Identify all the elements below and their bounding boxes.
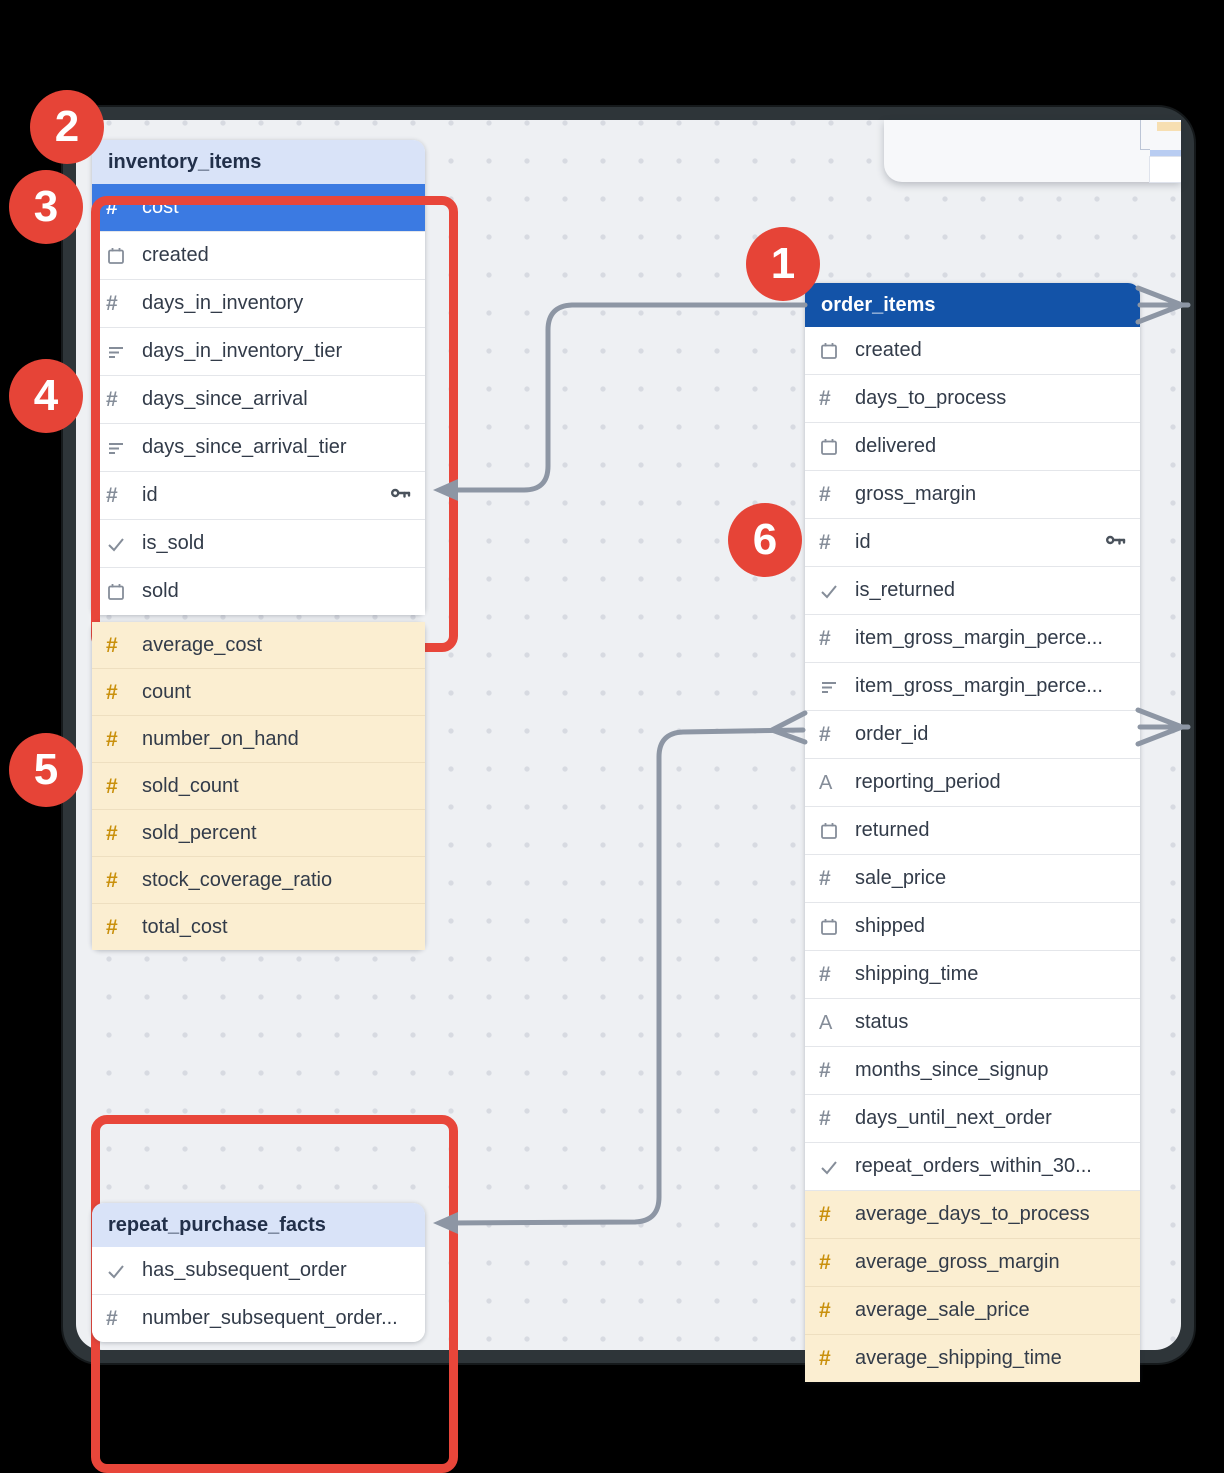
number-icon: # bbox=[819, 1059, 831, 1082]
field-label: returned bbox=[855, 819, 930, 841]
number-icon: # bbox=[106, 388, 118, 411]
table-order-items bbox=[805, 283, 1140, 1382]
field-label: average_days_to_process bbox=[855, 1203, 1090, 1225]
key-icon bbox=[1105, 530, 1127, 556]
callout-badge-6: 6 bbox=[728, 503, 802, 577]
table-inventory-items bbox=[92, 140, 425, 615]
check-icon bbox=[106, 534, 132, 554]
field-number_subsequent_order[interactable] bbox=[92, 1294, 425, 1342]
field-sold_percent[interactable] bbox=[92, 809, 425, 856]
field-label: number_subsequent_order... bbox=[142, 1307, 398, 1329]
field-label: item_gross_margin_perce... bbox=[855, 627, 1103, 649]
field-shipping_time[interactable] bbox=[805, 950, 1140, 998]
crowsfoot-order-header-right bbox=[1138, 288, 1182, 322]
field-label: days_to_process bbox=[855, 387, 1007, 409]
diagram-canvas[interactable] bbox=[76, 120, 1181, 1370]
field-delivered[interactable] bbox=[805, 422, 1140, 470]
field-created[interactable] bbox=[805, 327, 1140, 374]
field-label: gross_margin bbox=[855, 483, 977, 505]
number-icon: # bbox=[819, 387, 831, 410]
table-repeat-purchase-facts bbox=[92, 1203, 425, 1342]
number-icon: # bbox=[819, 483, 831, 506]
number-icon: # bbox=[106, 484, 118, 507]
minimap-connector-line bbox=[1140, 120, 1141, 149]
number-icon: # bbox=[106, 292, 118, 315]
number-icon: # bbox=[106, 727, 118, 751]
field-gross_margin[interactable] bbox=[805, 470, 1140, 518]
field-label: delivered bbox=[855, 435, 937, 457]
minimap-panel[interactable] bbox=[884, 120, 1181, 182]
check-icon bbox=[819, 581, 845, 601]
tier-icon bbox=[106, 342, 132, 362]
crowsfoot-order-id-right bbox=[1138, 710, 1182, 744]
field-label: cost bbox=[142, 196, 179, 218]
field-label: status bbox=[855, 1011, 909, 1033]
key-icon bbox=[390, 483, 412, 509]
number-icon: # bbox=[106, 633, 118, 657]
field-is_returned[interactable] bbox=[805, 566, 1140, 614]
field-average_sale_price[interactable] bbox=[805, 1286, 1140, 1334]
field-label: days_since_arrival bbox=[142, 388, 308, 410]
number-icon: # bbox=[819, 1107, 831, 1130]
calendar-icon bbox=[819, 821, 845, 841]
field-label: id bbox=[142, 484, 158, 506]
field-label: reporting_period bbox=[855, 771, 1001, 793]
field-label: days_in_inventory_tier bbox=[142, 340, 343, 362]
minimap-connector-line bbox=[1140, 149, 1150, 150]
field-label: id bbox=[855, 531, 871, 553]
field-months_since_signup[interactable] bbox=[805, 1046, 1140, 1094]
field-reporting_period[interactable] bbox=[805, 758, 1140, 806]
table-inventory-items-measures bbox=[92, 622, 425, 950]
field-label: created bbox=[855, 339, 922, 361]
callout-badge-1: 1 bbox=[746, 227, 820, 301]
field-label: order_id bbox=[855, 723, 929, 745]
callout-badge-4: 4 bbox=[9, 359, 83, 433]
field-label: average_sale_price bbox=[855, 1299, 1030, 1321]
field-days_in_inventory[interactable] bbox=[92, 279, 425, 327]
field-created[interactable] bbox=[92, 231, 425, 279]
arrowhead-inventory-id bbox=[433, 479, 458, 501]
arrowhead-repeat-header bbox=[433, 1212, 458, 1234]
number-icon: # bbox=[106, 196, 118, 219]
field-label: sold bbox=[142, 580, 179, 602]
field-id[interactable] bbox=[805, 518, 1140, 566]
field-sold_count[interactable] bbox=[92, 762, 425, 809]
number-icon: # bbox=[819, 867, 831, 890]
number-icon: # bbox=[106, 821, 118, 845]
number-icon: # bbox=[819, 1299, 831, 1322]
connector-order-to-repeat bbox=[450, 730, 803, 1223]
field-item_gross_margin_perce[interactable] bbox=[805, 614, 1140, 662]
field-label: is_sold bbox=[142, 532, 205, 554]
number-icon: # bbox=[819, 1251, 831, 1274]
field-average_shipping_time[interactable] bbox=[805, 1334, 1140, 1382]
field-label: item_gross_margin_perce... bbox=[855, 675, 1103, 697]
field-shipped[interactable] bbox=[805, 902, 1140, 950]
string-icon: A bbox=[819, 1011, 833, 1034]
field-label: stock_coverage_ratio bbox=[142, 868, 333, 891]
connector-order-to-inventory bbox=[450, 305, 805, 490]
field-label: days_in_inventory bbox=[142, 292, 304, 314]
field-sold[interactable] bbox=[92, 567, 425, 615]
table-header-order_items[interactable]: order_items bbox=[805, 283, 1140, 327]
field-sale_price[interactable] bbox=[805, 854, 1140, 902]
field-days_in_inventory_tier[interactable] bbox=[92, 327, 425, 375]
table-header-repeat_purchase_facts[interactable]: repeat_purchase_facts bbox=[92, 1203, 425, 1247]
field-repeat_orders_within_30[interactable] bbox=[805, 1142, 1140, 1190]
tier-icon bbox=[819, 677, 845, 697]
field-count[interactable] bbox=[92, 668, 425, 715]
field-returned[interactable] bbox=[805, 806, 1140, 854]
field-label: number_on_hand bbox=[142, 727, 299, 750]
number-icon: # bbox=[106, 915, 118, 939]
field-label: days_since_arrival_tier bbox=[142, 436, 347, 458]
field-is_sold[interactable] bbox=[92, 519, 425, 567]
field-id[interactable] bbox=[92, 471, 425, 519]
diagram-window bbox=[63, 107, 1194, 1370]
field-label: sold_count bbox=[142, 774, 239, 797]
field-average_cost[interactable] bbox=[92, 622, 425, 668]
field-average_days_to_process[interactable] bbox=[805, 1190, 1140, 1238]
field-label: repeat_orders_within_30... bbox=[855, 1155, 1092, 1177]
callout-badge-2: 2 bbox=[30, 90, 104, 164]
crowsfoot-order-id-left bbox=[772, 713, 805, 742]
field-has_subsequent_order[interactable] bbox=[92, 1247, 425, 1294]
field-stock_coverage_ratio[interactable] bbox=[92, 856, 425, 903]
field-days_since_arrival_tier[interactable] bbox=[92, 423, 425, 471]
field-label: days_until_next_order bbox=[855, 1107, 1052, 1129]
check-icon bbox=[106, 1261, 132, 1281]
calendar-icon bbox=[819, 437, 845, 457]
calendar-icon bbox=[819, 917, 845, 937]
number-icon: # bbox=[106, 680, 118, 704]
field-item_gross_margin_perce[interactable] bbox=[805, 662, 1140, 710]
field-label: count bbox=[142, 680, 191, 703]
number-icon: # bbox=[106, 868, 118, 892]
field-label: average_shipping_time bbox=[855, 1347, 1062, 1369]
field-status[interactable] bbox=[805, 998, 1140, 1046]
number-icon: # bbox=[819, 531, 831, 554]
field-label: average_cost bbox=[142, 633, 263, 656]
field-label: total_cost bbox=[142, 915, 228, 938]
number-icon: # bbox=[106, 774, 118, 798]
field-label: shipped bbox=[855, 915, 926, 937]
field-label: has_subsequent_order bbox=[142, 1259, 347, 1281]
field-days_until_next_order[interactable] bbox=[805, 1094, 1140, 1142]
table-header-inventory_items[interactable]: inventory_items bbox=[92, 140, 425, 184]
field-days_since_arrival[interactable] bbox=[92, 375, 425, 423]
number-icon: # bbox=[819, 963, 831, 986]
tier-icon bbox=[106, 438, 132, 458]
field-label: sale_price bbox=[855, 867, 947, 889]
field-days_to_process[interactable] bbox=[805, 374, 1140, 422]
number-icon: # bbox=[819, 627, 831, 650]
minimap-table-thumb-body bbox=[1149, 156, 1181, 183]
field-number_on_hand[interactable] bbox=[92, 715, 425, 762]
number-icon: # bbox=[819, 1347, 831, 1370]
minimap-table-thumb-tan bbox=[1157, 122, 1181, 131]
field-total_cost[interactable] bbox=[92, 903, 425, 950]
callout-badge-3: 3 bbox=[9, 170, 83, 244]
check-icon bbox=[819, 1157, 845, 1177]
field-label: created bbox=[142, 244, 209, 266]
number-icon: # bbox=[819, 723, 831, 746]
field-label: shipping_time bbox=[855, 963, 979, 985]
string-icon: A bbox=[819, 771, 833, 794]
field-order_id[interactable] bbox=[805, 710, 1140, 758]
calendar-icon bbox=[106, 582, 132, 602]
field-label: sold_percent bbox=[142, 821, 257, 844]
number-icon: # bbox=[819, 1203, 831, 1226]
field-label: months_since_signup bbox=[855, 1059, 1049, 1081]
field-average_gross_margin[interactable] bbox=[805, 1238, 1140, 1286]
callout-badge-5: 5 bbox=[9, 733, 83, 807]
field-cost[interactable] bbox=[92, 184, 425, 231]
calendar-icon bbox=[819, 341, 845, 361]
field-label: average_gross_margin bbox=[855, 1251, 1060, 1273]
number-icon: # bbox=[106, 1307, 118, 1330]
field-label: is_returned bbox=[855, 579, 956, 601]
calendar-icon bbox=[106, 246, 132, 266]
